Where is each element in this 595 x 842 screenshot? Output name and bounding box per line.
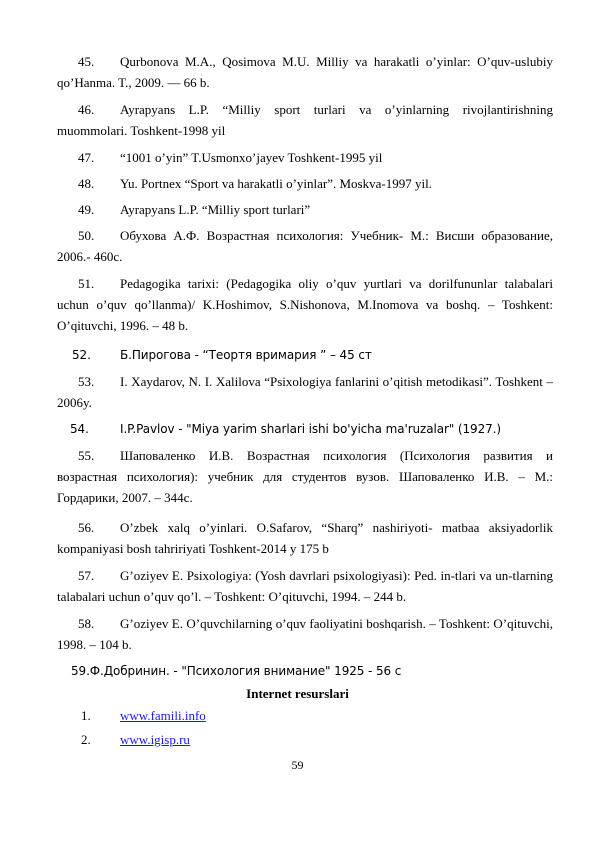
reference-text: I.P.Pavlov - "Miya yarim sharlari ishi bo'yicha ma'ruzalar" (1927.)	[120, 422, 501, 436]
reference-number: 55.	[78, 448, 95, 463]
reference-text: I. Xaydarov, N. I. Xalilova “Psixologiya fanlarini o’qitish metodikasi”. Toshkent – 2006y.	[57, 374, 553, 410]
reference-55	[57, 445, 553, 508]
reference-text: Ayrapyans L.P. “Milliy sport turlari”	[120, 202, 311, 217]
reference-46	[57, 99, 553, 141]
reference-number: 47.	[78, 150, 95, 165]
reference-number: 59.	[71, 664, 90, 678]
reference-text: Ayrapyans L.P. “Milliy sport turlari va o’yinlarning rivojlantirishning muommolari. Toshkent-1998 yil	[57, 102, 553, 138]
reference-53	[57, 371, 553, 413]
reference-text: G’oziyev E. Psixologiya: (Yosh davrlari psixologiyasi): Ped. in-tlari va un-tlarning talabalari uchun o’quv qo’l. – Toshkent: O’qituvchi, 1994. – 244 b.	[57, 568, 553, 604]
link-igisp[interactable]: www.igisp.ru	[120, 732, 190, 747]
reference-number: 51.	[78, 276, 95, 291]
reference-58	[57, 613, 553, 655]
reference-text: “1001 o’yin” T.Usmonxo’jayev Toshkent-1995 yil	[120, 150, 383, 165]
reference-56	[57, 517, 553, 559]
reference-54	[57, 419, 553, 440]
reference-text: Yu. Portnex “Sport va harakatli o’yinlar”. Moskva-1997 yil.	[120, 176, 432, 191]
reference-number: 49.	[78, 202, 95, 217]
reference-number: 58.	[78, 616, 95, 631]
reference-number: 52.	[72, 348, 91, 362]
reference-number: 46.	[78, 102, 95, 117]
reference-50	[57, 225, 553, 267]
link-number: 2.	[81, 732, 91, 747]
internet-resources-heading: Internet resurslari	[246, 686, 349, 701]
reference-text: Qurbonova M.A., Qosimova M.U. Milliy va harakatli o’yinlar: O’quv-uslubiy qo’Hanma. T., 2009. — 66 b.	[57, 54, 553, 90]
reference-number: 50.	[78, 228, 95, 243]
reference-59	[57, 661, 553, 682]
reference-49	[57, 199, 553, 220]
link-row-1	[57, 707, 206, 725]
reference-text: Pedagogika tarixi: (Pedagogika oliy o’quv yurtlari va dorilfununlar talabalari uchun o’quv qo’llanma)/ K.Hoshimov, S.Nishonova, M.Inomova va boshq. – Toshkent: O’qituvchi, 1996. – 48 b.	[57, 276, 553, 333]
reference-number: 53.	[78, 374, 95, 389]
reference-45	[57, 51, 553, 93]
reference-52	[57, 345, 553, 366]
reference-number: 45.	[78, 54, 95, 69]
reference-text: Обухова А.Ф. Возрастная психология: Учебник- М.: Висши образование, 2006.- 460с.	[57, 228, 553, 264]
link-famili[interactable]: www.famili.info	[120, 708, 206, 723]
reference-48	[57, 173, 553, 194]
link-number: 1.	[81, 708, 91, 723]
reference-number: 56.	[78, 520, 95, 535]
link-row-2	[57, 731, 190, 749]
reference-number: 57.	[78, 568, 95, 583]
reference-47	[57, 147, 553, 168]
reference-text: Шаповаленко И.В. Возрастная психология (Психология развития и возрастная психология): учебник для студентов вузов. Шаповаленко И.В. – М.: Гордарики, 2007. – 344с.	[57, 448, 553, 505]
reference-text: Ф.Добринин. - "Психология внимание" 1925 - 56 с	[89, 664, 402, 678]
reference-51	[57, 273, 553, 336]
reference-text: O’zbek xalq o’yinlari. O.Safarov, “Sharq” nashiriyoti- matbaa aksiyadorlik kompaniyasi bosh tahririyati Toshkent-2014 y 175 b	[57, 520, 553, 556]
reference-57	[57, 565, 553, 607]
reference-number: 48.	[78, 176, 95, 191]
reference-text: Б.Пирогова - “Теортя вримария ” – 45 ст	[120, 348, 372, 362]
reference-text: G’oziyev E. O’quvchilarning o’quv faoliyatini boshqarish. – Toshkent: O’qituvchi, 1998. – 104 b.	[57, 616, 553, 652]
page-number: 59	[291, 758, 304, 772]
reference-number: 54.	[70, 422, 89, 436]
